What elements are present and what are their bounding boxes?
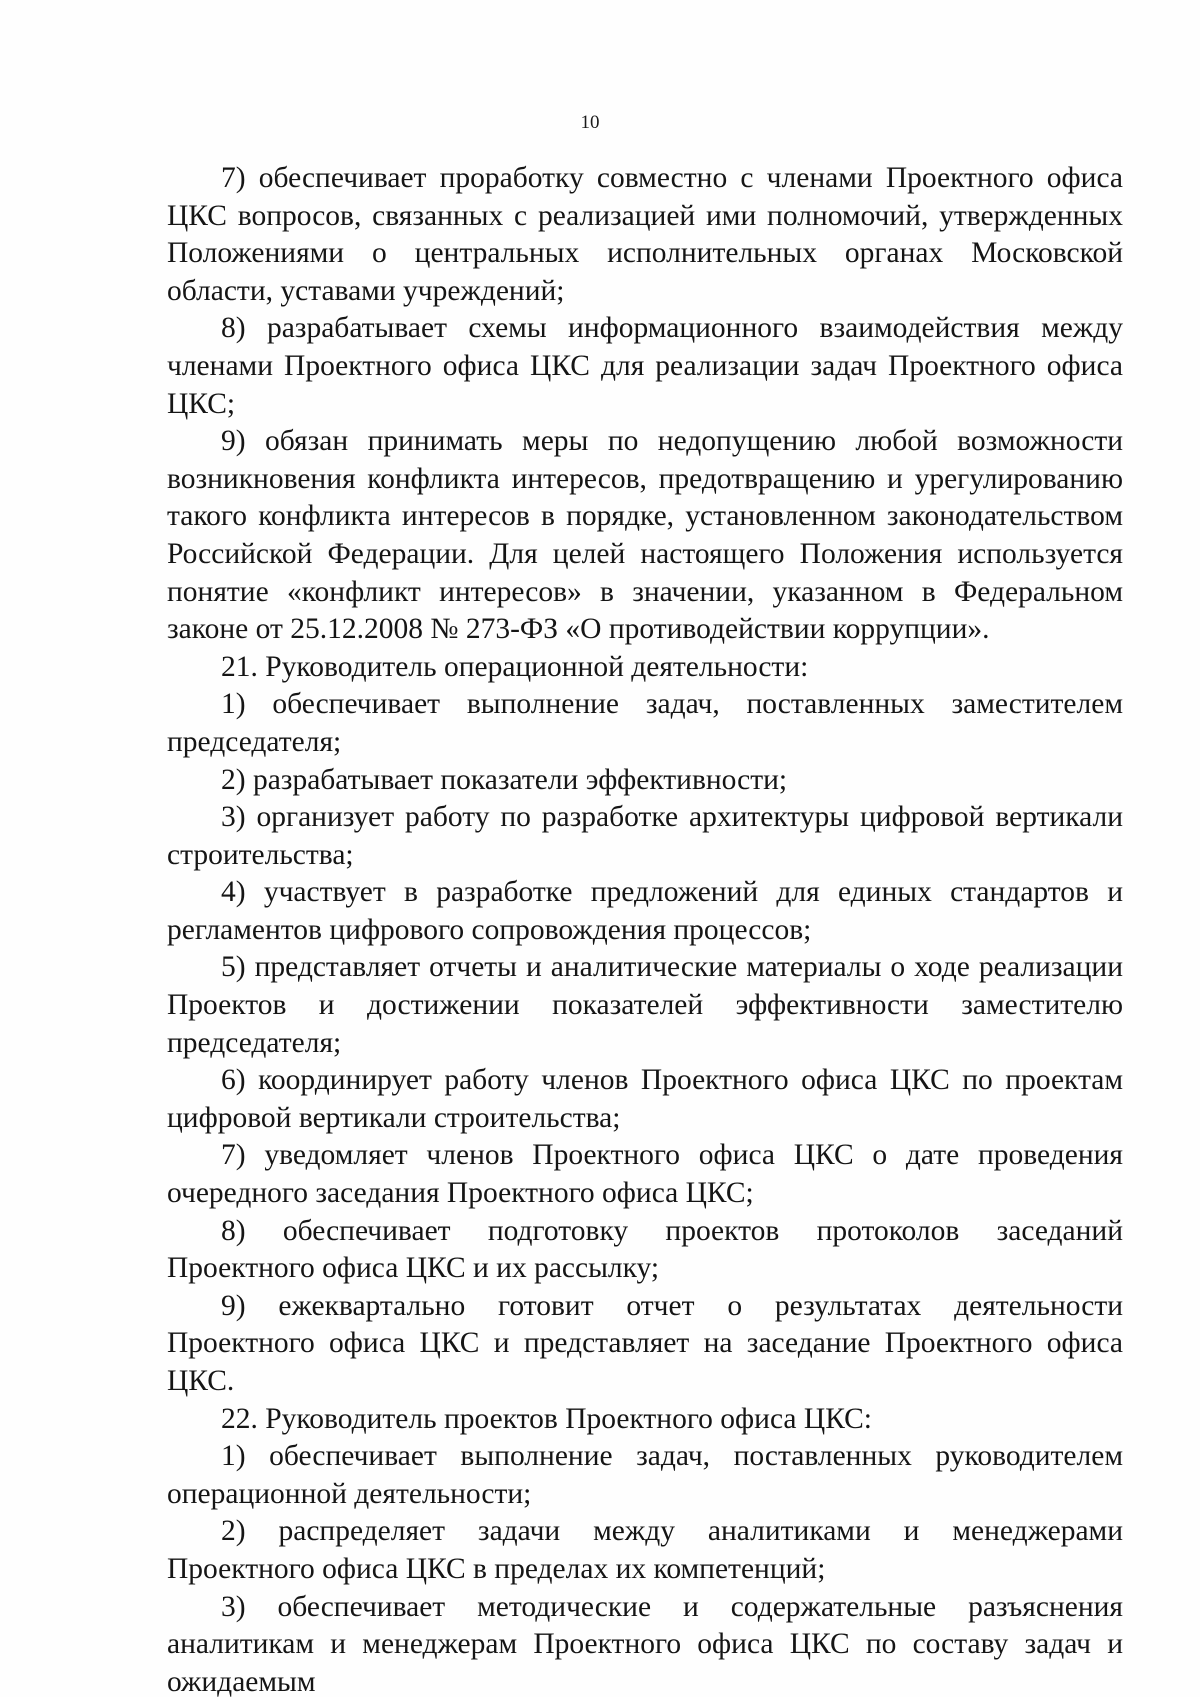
paragraph-21-8: 8) обеспечивает подготовку проектов протоколов заседаний Проектного офиса ЦКС и их рассылку; [167, 1214, 1123, 1285]
paragraph-21-7: 7) уведомляет членов Проектного офиса ЦКС о дате проведения очередного заседания Проектного офиса ЦКС; [167, 1139, 1123, 1210]
paragraph-1-7: 7) обеспечивает проработку совместно с членами Проектного офиса ЦКС вопросов, связанных с реализацией ими полномочий, утвержденных Положениями о центральных исполнительных органах Московской области, уставами учреждений; [167, 162, 1123, 307]
document-body [167, 160, 1123, 1701]
paragraph-21-3: 3) организует работу по разработке архитектуры цифровой вертикали строительства; [167, 801, 1123, 871]
paragraph-21-2: 2) разрабатывает показатели эффективности; [221, 763, 788, 796]
paragraph-22-2: 2) распределяет задачи между аналитиками и менеджерами Проектного офиса ЦКС в пределах их компетенций; [167, 1515, 1123, 1585]
paragraph-21-9: 9) ежеквартально готовит отчет о результатах деятельности Проектного офиса ЦКС и представляет на заседание Проектного офиса ЦКС. [167, 1289, 1123, 1397]
paragraph-1-8: 8) разрабатывает схемы информационного взаимодействия между членами Проектного офиса ЦКС для реализации задач Проектного офиса ЦКС; [167, 312, 1123, 420]
paragraph-1-9: 9) обязан принимать меры по недопущению любой возможности возникновения конфликта интересов, предотвращению и урегулированию такого конфликта интересов в порядке, установленном законодательством Российской Федерации. Для целей настоящего Положения используется понятие «конфликт интересов» в значении, указанном в Федеральном законе от 25.12.2008 № 273-ФЗ «О противодействии коррупции». [167, 425, 1123, 646]
section-22-heading: 22. Руководитель проектов Проектного офиса ЦКС: [221, 1402, 873, 1435]
section-21-heading: 21. Руководитель операционной деятельности: [221, 650, 809, 683]
paragraph-21-1: 1) обеспечивает выполнение задач, поставленных заместителем председателя; [167, 688, 1123, 758]
page-number: 10 [580, 112, 600, 133]
paragraph-21-4: 4) участвует в разработке предложений для единых стандартов и регламентов цифрового сопровождения процессов; [167, 876, 1123, 946]
paragraph-21-6: 6) координирует работу членов Проектного офиса ЦКС по проектам цифровой вертикали строительства; [167, 1064, 1123, 1134]
paragraph-22-1: 1) обеспечивает выполнение задач, поставленных руководителем операционной деятельности; [167, 1440, 1123, 1510]
paragraph-21-5: 5) представляет отчеты и аналитические материалы о ходе реализации Проектов и достижении показателей эффективности заместителю председателя; [167, 951, 1123, 1059]
paragraph-22-3: 3) обеспечивает методические и содержательные разъяснения аналитикам и менеджерам Проектного офиса ЦКС по составу задач и ожидаемым [167, 1590, 1123, 1698]
